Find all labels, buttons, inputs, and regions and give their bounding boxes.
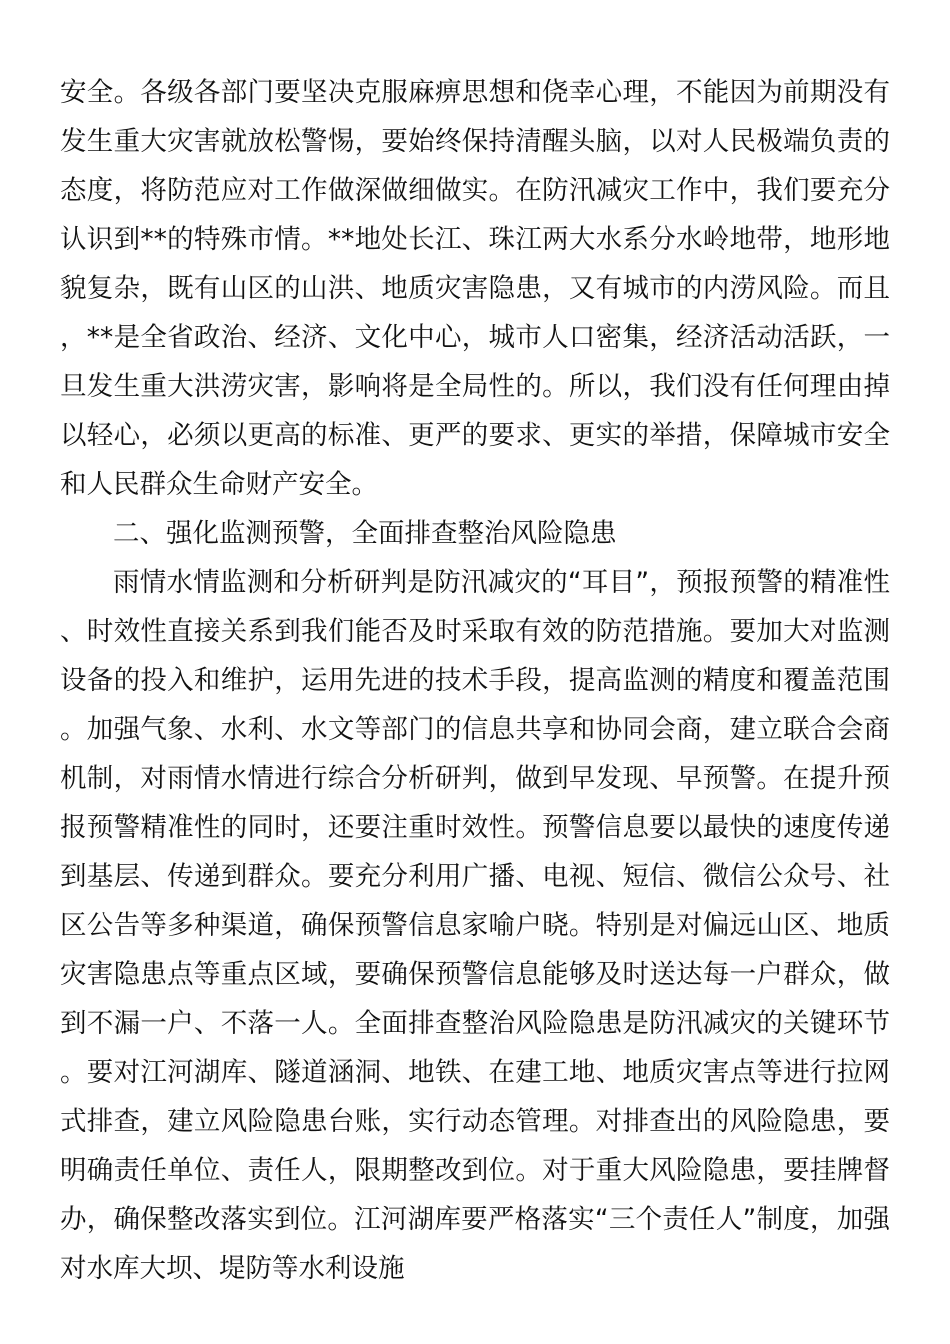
- paragraph-monitoring-warning: 雨情水情监测和分析研判是防汛减灾的“耳目”，预报预警的精准性、时效性直接关系到我们能否及时采取有效的防范措施。要加大对监测设备的投入和维护，运用先进的技术手段，提高监测的精度和覆盖范围。加强气象、水利、水文等部门的信息共享和协同会商，建立联合会商机制，对雨情水情进行综合分析研判，做到早发现、早预警。在提升预报预警精准性的同时，还要注重时效性。预警信息要以最快的速度传递到基层、传递到群众。要充分利用广播、电视、短信、微信公众号、社区公告等多种渠道，确保预警信息家喻户晓。特别是对偏远山区、地质灾害隐患点等重点区域，要确保预警信息能够及时送达每一户群众，做到不漏一户、不落一人。全面排查整治风险隐患是防汛减灾的关键环节。要对江河湖库、隧道涵洞、地铁、在建工地、地质灾害点等进行拉网式排查，建立风险隐患台账，实行动态管理。对排查出的风险隐患，要明确责任单位、责任人，限期整改到位。对于重大风险隐患，要挂牌督办，确保整改落实到位。江河湖库要严格落实“三个责任人”制度，加强对水库大坝、堤防等水利设施: [60, 567, 890, 1284]
- document-body: [60, 68, 890, 1293]
- section-heading: 二、强化监测预警，全面排查整治风险隐患: [113, 518, 617, 549]
- paragraph-continuation: 安全。各级各部门要坚决克服麻痹思想和侥幸心理，不能因为前期没有发生重大灾害就放松警惕，要始终保持清醒头脑，以对人民极端负责的态度，将防范应对工作做深做细做实。在防汛减灾工作中，我们要充分认识到**的特殊市情。**地处长江、珠江两大水系分水岭地带，地形地貌复杂，既有山区的山洪、地质灾害隐患，又有城市的内涝风险。而且，**是全省政治、经济、文化中心，城市人口密集，经济活动活跃，一旦发生重大洪涝灾害，影响将是全局性的。所以，我们没有任何理由掉以轻心，必须以更高的标准、更严的要求、更实的举措，保障城市安全和人民群众生命财产安全。: [60, 77, 890, 500]
